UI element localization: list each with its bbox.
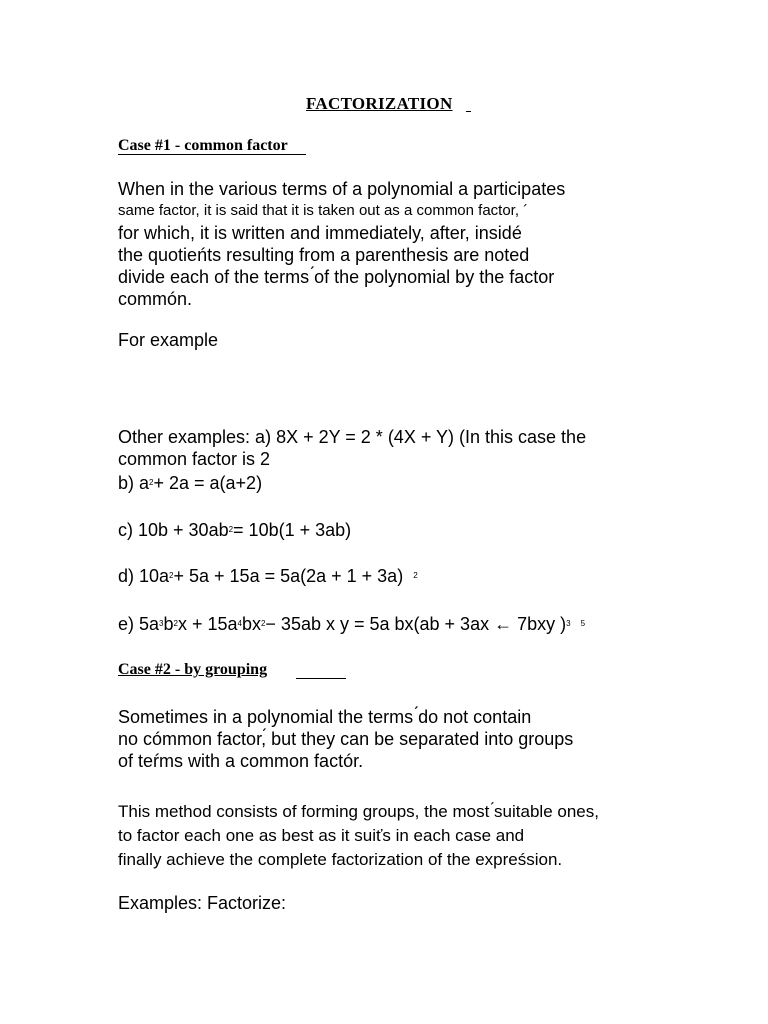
case2-method-paragraph [118, 800, 599, 872]
superscript: 2 [149, 478, 154, 487]
title-underline [466, 111, 471, 112]
paragraph-line: to factor each one as best as it suiťs in each case and [118, 826, 525, 845]
paragraph-line: same factor, it is said that it is taken out as a common factor, ´ [118, 202, 529, 219]
superscript: 3 [566, 619, 571, 628]
superscript: 2 [413, 571, 418, 580]
paragraph-line: of teŕms with a common factór. [118, 751, 364, 771]
paragraph-line: commón. [118, 289, 193, 309]
page-title: FACTORIZATION [306, 94, 453, 113]
case2-heading: Case #2 - by grouping [118, 661, 268, 678]
case1-underline [118, 154, 306, 155]
equation-text: b [163, 614, 174, 634]
case2-paragraph [118, 706, 573, 772]
other-examples [118, 426, 586, 470]
case2-underline [296, 678, 346, 679]
case1-heading: Case #1 - common factor [118, 137, 288, 154]
superscript: 2 [169, 571, 174, 580]
equation-text: d) 10a [118, 566, 170, 586]
superscript: 2 [260, 619, 266, 628]
paragraph-line: divide each of the terms ́of the polynomial by the factor [118, 267, 555, 287]
equation-b [118, 473, 262, 494]
case1-paragraph [118, 178, 565, 310]
paragraph-line: Sometimes in a polynomial the terms ́do not contain [118, 707, 532, 727]
paragraph-line: Other examples: a) 8X + 2Y = 2 * (4X + Y) (In this case the [118, 427, 587, 447]
examples-heading: Examples: Factorize: [118, 893, 287, 913]
for-example-text: For example [118, 330, 219, 350]
paragraph-line: no cómmon factor,́ but they can be separated into groups [118, 729, 574, 749]
equation-c [118, 520, 351, 541]
paragraph-line: This method consists of forming groups, the most ́suitable ones, [118, 802, 599, 821]
equation-e [118, 614, 585, 635]
superscript: 2 [173, 619, 178, 628]
paragraph-line: for which, it is written and immediately, after, insidé [118, 223, 522, 243]
equation-d [118, 566, 418, 587]
paragraph-line: When in the various terms of a polynomial a participates [118, 179, 566, 199]
equation-text: − 35ab x y = 5a bx(ab + 3ax ← 7bxy ) [265, 614, 567, 634]
superscript: 3 [159, 619, 164, 628]
paragraph-line: the quotieńts resulting from a parenthesis are noted [118, 245, 530, 265]
paragraph-line: finally achieve the complete factorization of the expreśsion. [118, 850, 563, 869]
equation-text: e) 5a [118, 614, 160, 634]
equation-text: + 5a + 15a = 5a(2a + 1 + 3a) [173, 566, 404, 586]
equation-text: = 10b(1 + 3ab) [233, 520, 352, 540]
equation-text: b) a [118, 473, 150, 493]
equation-text: c) 10b + 30ab [118, 520, 229, 540]
paragraph-line: common factor is 2 [118, 449, 271, 469]
superscript: 2 [228, 525, 234, 534]
superscript: 4 [237, 619, 242, 628]
equation-text: bx [241, 614, 261, 634]
equation-text: + 2a = a(a+2) [153, 473, 263, 493]
superscript: 5 [580, 619, 586, 628]
equation-text: x + 15a [177, 614, 238, 634]
